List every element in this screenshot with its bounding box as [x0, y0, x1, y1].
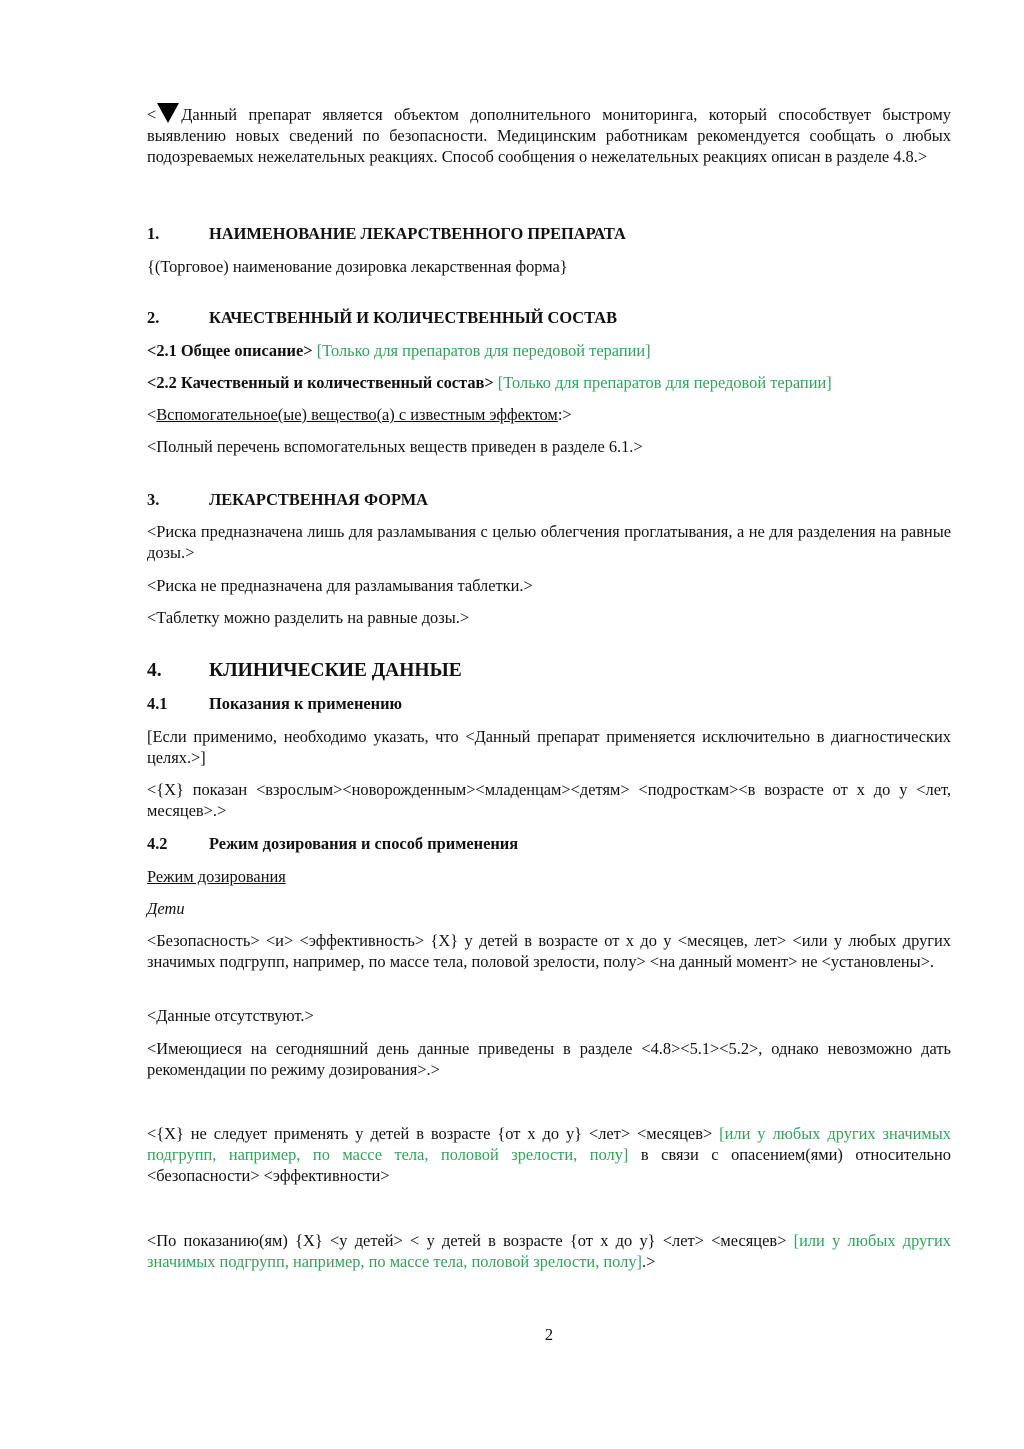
subsection-title: <2.1 Общее описание> — [147, 341, 313, 360]
indication-children-paragraph — [147, 1230, 951, 1272]
subgroup-note: [или у любых других значимых подгрупп, например, по массе тела, половой зрелости, полу] — [147, 1231, 952, 1271]
indications-paragraph-2: <{X} показан <взрослым><новорожденным><младенцам><детям> <подросткам><в возрасте от x до y <лет, месяцев>.> — [147, 780, 951, 820]
section-title: КЛИНИЧЕСКИЕ ДАННЫЕ — [209, 660, 462, 681]
paediatric-safety-paragraph: <Безопасность> <и> <эффективность> {X} у детей в возрасте от x до y <месяцев, лет> <или у любых других значимых подгрупп, например, по массе тела, половой зрелости, полу> <на данный момент> не <установлены>. — [147, 931, 951, 971]
section-3-heading — [147, 489, 951, 510]
subsection-4-1-heading — [147, 693, 951, 714]
section-title: КАЧЕСТВЕННЫЙ И КОЛИЧЕСТВЕННЫЙ СОСТАВ — [209, 308, 618, 327]
product-name-placeholder: {(Торговое) наименование дозировка лекарственная форма} — [147, 257, 568, 276]
subsection-4-2-heading — [147, 833, 951, 854]
atmp-note: [Только для препаратов для передовой терапии] — [493, 373, 832, 392]
subsection-title: <2.2 Качественный и количественный состав> — [147, 373, 494, 392]
no-data-paragraph: <Данные отсутствуют.> — [147, 1006, 314, 1025]
subsection-number: 4.2 — [147, 834, 168, 853]
subsection-number: 4.1 — [147, 694, 168, 713]
score-line-paragraph-2: <Риска не предназначена для разламывания таблетки.> — [147, 576, 533, 595]
section-4-heading — [147, 659, 951, 683]
subsection-title: Показания к применению — [209, 694, 403, 713]
atmp-note: [Только для препаратов для передовой терапии] — [312, 341, 651, 360]
text-run: <{X} не следует применять у детей в возрасте {от x до y} <лет> <месяцев> — [147, 1124, 720, 1143]
bracket-close: :> — [557, 405, 572, 424]
page-number: 2 — [544, 1325, 554, 1344]
subsection-title: Режим дозирования и способ применения — [209, 834, 519, 853]
excipients-line — [147, 404, 951, 425]
section-number: 1. — [147, 224, 160, 243]
current-data-paragraph: <Имеющиеся на сегодняшний день данные приведены в разделе <4.8><5.1><5.2>, однако невозможно дать рекомендации по режиму дозирования>.> — [147, 1039, 951, 1079]
text-run: в связи с опасением(ями) относительно <безопасности> <эффективности> — [147, 1145, 951, 1185]
section-2-heading — [147, 307, 951, 328]
excipients-list-note: <Полный перечень вспомогательных веществ приведен в разделе 6.1.> — [147, 437, 643, 456]
subsection-2-2 — [147, 372, 951, 393]
monitoring-notice — [147, 103, 951, 167]
section-title: НАИМЕНОВАНИЕ ЛЕКАРСТВЕННОГО ПРЕПАРАТА — [209, 224, 626, 243]
text-run: <По показанию(ям) {X} <у детей> < у детей в возрасте {от x до y} <лет> <месяцев> — [147, 1231, 794, 1250]
text-run: .> — [641, 1252, 656, 1271]
excipients-underlined: Вспомогательное(ые) вещество(а) с известным эффектом — [156, 405, 558, 424]
children-subheading: Дети — [147, 899, 185, 918]
subsection-2-1 — [147, 340, 951, 361]
score-line-paragraph-1: <Риска предназначена лишь для разламывания с целью облегчения проглатывания, а не для разделения на равные дозы.> — [147, 522, 951, 562]
subgroup-note: [или у любых других значимых подгрупп, например, по массе тела, половой зрелости, полу] — [147, 1124, 951, 1164]
notice-open-bracket: < — [147, 105, 157, 124]
indications-paragraph-1: [Если применимо, необходимо указать, что <Данный препарат применяется исключительно в диагностических целях.>] — [147, 727, 951, 767]
score-line-paragraph-3: <Таблетку можно разделить на равные дозы.> — [147, 608, 470, 627]
section-number: 2. — [147, 308, 160, 327]
section-1-heading — [147, 223, 951, 244]
section-number: 4. — [147, 660, 162, 681]
section-number: 3. — [147, 490, 160, 509]
bracket-open: < — [147, 405, 157, 424]
section-title: ЛЕКАРСТВЕННАЯ ФОРМА — [209, 490, 429, 509]
black-triangle-icon — [157, 103, 179, 123]
not-for-use-paragraph — [147, 1123, 951, 1186]
dosing-subheading: Режим дозирования — [147, 867, 286, 886]
notice-text: Данный препарат является объектом дополнительного мониторинга, который способствует быстрому выявлению новых сведений по безопасности. Медицинским работникам рекомендуется сообщать о любых подозреваемых нежелательных реакциях. Способ сообщения о нежелательных реакциях описан в разделе 4.8.> — [147, 105, 951, 166]
